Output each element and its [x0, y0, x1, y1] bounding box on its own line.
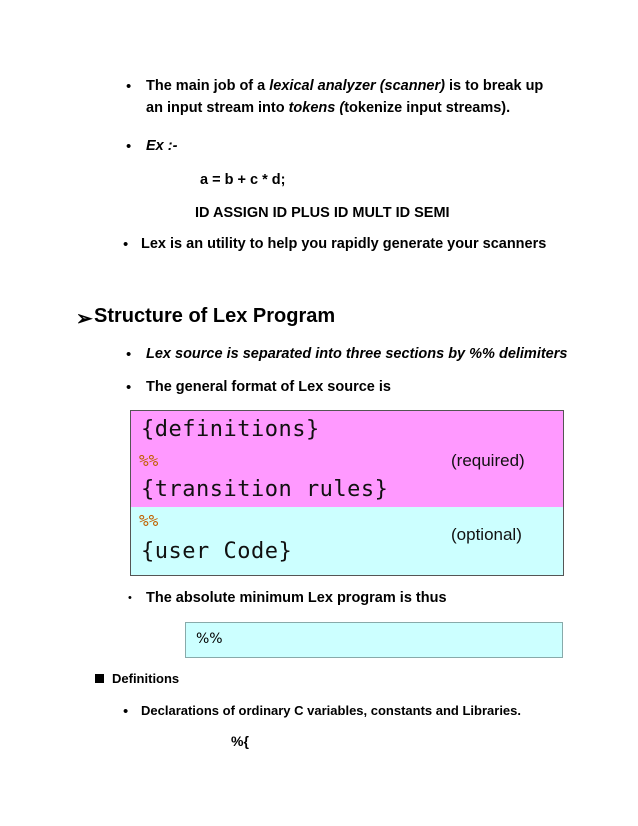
structure-bullet-2: The general format of Lex source is	[146, 379, 391, 395]
minimum-code: %%	[196, 631, 223, 647]
required-note: (required)	[451, 451, 525, 470]
minimum-code-box	[185, 622, 563, 658]
square-bullet-icon	[95, 674, 104, 683]
delimiter-2: %%	[139, 511, 159, 530]
bullet-dot: •	[128, 592, 132, 604]
bullet-dot: •	[126, 346, 132, 363]
bullet-dot: •	[126, 138, 132, 155]
example-label: Ex :-	[146, 138, 178, 154]
rules-code: {transition rules}	[141, 477, 389, 502]
declarations-text: Declarations of ordinary C variables, constants and Libraries.	[141, 703, 522, 718]
bullet-dot: •	[123, 236, 129, 253]
example-expression: a = b + c * d;	[200, 172, 286, 188]
definitions-heading: Definitions	[112, 671, 180, 686]
main-job-line-1: The main job of a lexical analyzer (scanner) is to break up	[146, 78, 544, 94]
lex-format-box	[130, 410, 564, 576]
arrow-bullet-icon: ➢	[76, 308, 93, 330]
bullet-dot: •	[126, 78, 132, 95]
definitions-code: {definitions}	[141, 417, 320, 442]
minimum-text: The absolute minimum Lex program is thus	[146, 590, 447, 606]
section-heading: Structure of Lex Program	[94, 305, 336, 327]
lex-utility-text: Lex is an utility to help you rapidly generate your scanners	[141, 236, 547, 252]
bullet-dot: •	[126, 379, 132, 396]
delimiter-1: %%	[139, 451, 159, 470]
user-code: {user Code}	[141, 539, 293, 564]
main-job-line-2: an input stream into tokens (tokenize input streams).	[146, 100, 511, 116]
bullet-dot: •	[123, 703, 129, 720]
structure-bullet-1: Lex source is separated into three sections by %% delimiters	[146, 346, 568, 362]
example-tokens: ID ASSIGN ID PLUS ID MULT ID SEMI	[195, 205, 450, 221]
optional-note: (optional)	[451, 525, 522, 544]
open-brace-code: %{	[231, 733, 249, 749]
